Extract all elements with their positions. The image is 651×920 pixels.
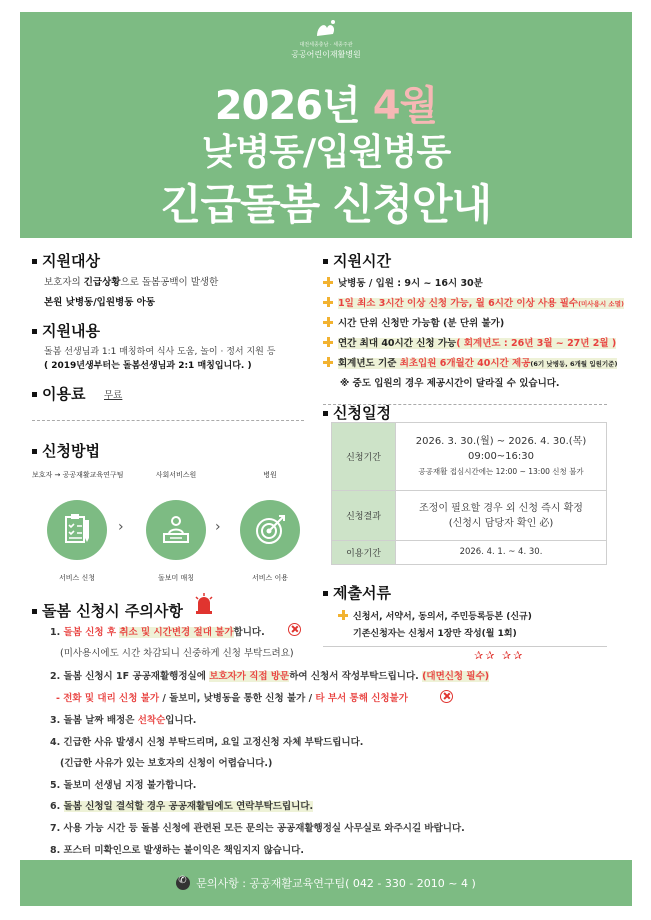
caution-item-1: 1. 돌봄 신청 후 취소 및 시간변경 절대 불가합니다. — [50, 627, 265, 638]
schedule-value: 조정이 필요할 경우 외 신청 즉시 확정 (신청시 담당자 확인 必) — [396, 491, 607, 541]
prohibited-icon — [288, 623, 301, 636]
support-target-heading: 지원대상 — [32, 250, 100, 271]
schedule-row — [332, 423, 607, 491]
checklist-icon — [59, 512, 95, 548]
schedule-label: 신청기간 — [332, 423, 396, 491]
support-time-heading: 지원시간 — [323, 250, 391, 271]
support-target-line1: 보호자의 긴급상황으로 돌봄공백이 발생한 — [44, 277, 219, 288]
cautions-heading: 돌봄 신청시 주의사항 — [32, 600, 183, 621]
support-time-row5: 회계년도 기준 최초입원 6개월간 40시간 제공(6기 낮병동, 6개월 입원기준) — [323, 355, 617, 369]
target-icon — [252, 512, 288, 548]
caution-item-8: 8. 포스터 미확인으로 발생하는 불이익은 책임지지 않습니다. — [50, 845, 304, 856]
schedule-table — [331, 422, 607, 565]
star-decoration-icon: ✰✰ ✰✰ — [474, 649, 525, 662]
caution-item-2-sub: - 전화 및 대리 신청 불가 / 돌보미, 낮병동을 통한 신청 불가 / 타 부서 통해 신청불가 — [56, 693, 408, 704]
contact-info: ✆문의사항 : 공공재활교육연구팀( 042 - 330 - 2010 ~ 4 ) — [20, 875, 632, 891]
step1-bottom-label: 서비스 신청 — [58, 574, 96, 582]
step2-bottom-label: 돌보미 매칭 — [157, 574, 195, 582]
caution-item-4-note: (긴급한 사유가 있는 보호자의 신청이 어렵습니다.) — [60, 758, 273, 769]
step1-circle — [47, 500, 107, 560]
caution-item-6: 6. 돌봄 신청일 결석할 경우 공공재활팀에도 연락부탁드립니다. — [50, 801, 314, 812]
caution-item-2: 2. 돌봄 신청시 1F 공공재활행정실에 보호자가 직접 방문하여 신청서 작성부탁드립니다. (대면신청 필수) — [50, 671, 490, 682]
step3-bottom-label: 서비스 이용 — [251, 574, 289, 582]
plus-icon — [323, 297, 333, 307]
chevron-right-icon: › — [215, 519, 221, 535]
alarm-siren-icon — [194, 592, 214, 614]
schedule-value: 2026. 3. 30.(월) ~ 2026. 4. 30.(목) 09:00~16:30 공공재활 접심시간에는 12:00 ~ 13:00 신청 불가 — [396, 423, 607, 491]
schedule-row — [332, 491, 607, 541]
poster — [20, 12, 632, 906]
schedule-label: 신청결과 — [332, 491, 396, 541]
documents-heading: 제출서류 — [323, 582, 391, 603]
plus-icon — [323, 357, 333, 367]
phone-icon — [176, 876, 190, 890]
step3-top-label: 병원 — [263, 471, 277, 479]
step3-circle — [240, 500, 300, 560]
schedule-row — [332, 541, 607, 565]
support-time-row2: 1일 최소 3시간 이상 신청 가능, 월 6시간 이상 사용 필수(미사용시 소멸) — [323, 295, 624, 309]
logo-subtext: 대전세종충남 · 세종주관 — [299, 42, 353, 48]
title-month: 4월 — [372, 83, 438, 129]
divider-left — [32, 420, 304, 421]
footer-banner — [20, 860, 632, 906]
plus-icon — [323, 317, 333, 327]
support-content-line2: ( 2019년생부터는 돌봄선생님과 2:1 매칭입니다. ) — [44, 361, 252, 371]
schedule-value: 2026. 4. 1. ~ 4. 30. — [396, 541, 607, 565]
support-time-row1: 낮병동 / 입원 : 9시 ~ 16시 30분 — [323, 275, 483, 289]
logo-name: 공공어린이재활병원 — [291, 50, 361, 59]
step1-top-label: 보호자 → 공공재활교육연구팀 — [32, 471, 124, 479]
schedule-label: 이용기간 — [332, 541, 396, 565]
hospital-logo — [20, 18, 632, 60]
plus-icon — [338, 610, 348, 620]
documents-line2: 기존신청자는 신청서 1장만 작성(월 1회) — [353, 629, 517, 639]
documents-line1: 신청서, 서약서, 동의서, 주민등록등본 (신규) — [338, 609, 532, 622]
chevron-right-icon: › — [118, 519, 124, 535]
title-wards: 낮병동/입원병동 — [201, 132, 451, 173]
support-content-heading: 지원내용 — [32, 320, 100, 341]
schedule-heading: 신청일정 — [323, 402, 391, 423]
support-time-note: ※ 중도 입원의 경우 제공시간이 달라질 수 있습니다. — [340, 378, 560, 389]
caution-item-4: 4. 긴급한 사유 발생시 신청 부탁드리며, 요일 고정신청 자체 부탁드립니다. — [50, 737, 364, 748]
documents-underline — [323, 646, 607, 647]
support-time-row3: 시간 단위 신청만 가능함 (분 단위 불가) — [323, 315, 504, 329]
title-year: 2026년 — [214, 83, 360, 129]
prohibited-icon — [440, 690, 453, 703]
step2-circle — [146, 500, 206, 560]
support-content-line1: 돌봄 선생님과 1:1 매칭하여 식사 도움, 놀이 · 정서 지원 등 — [44, 347, 276, 357]
fee-heading: 이용료 — [32, 383, 85, 404]
header-banner — [20, 12, 632, 238]
caution-item-5: 5. 돌보미 선생님 지정 불가합니다. — [50, 780, 197, 791]
caution-item-3: 3. 돌봄 날짜 배정은 선착순입니다. — [50, 715, 197, 726]
title-year-month — [20, 74, 632, 131]
title-emergency-care: 긴급돌봄 신청안내 — [160, 180, 492, 229]
fee-value: 무료 — [104, 390, 123, 401]
plus-icon — [323, 337, 333, 347]
caregiver-icon — [158, 512, 194, 548]
plus-icon — [323, 277, 333, 287]
logo-mark-icon — [313, 18, 339, 40]
method-heading: 신청방법 — [32, 440, 100, 461]
caution-item-1-note: (미사용시에도 시간 차감되니 신중하게 신청 부탁드려요) — [60, 648, 294, 659]
step2-top-label: 사회서비스원 — [155, 471, 197, 479]
support-time-row4: 연간 최대 40시간 신청 가능( 회계년도 : 26년 3월 ~ 27년 2월 ) — [323, 335, 616, 349]
caution-item-7: 7. 사용 가능 시간 등 돌봄 신청에 관련된 모든 문의는 공공재활행정실 사무실로 와주시길 바랍니다. — [50, 823, 465, 834]
support-target-line2: 본원 낮병동/입원병동 아동 — [44, 297, 156, 308]
